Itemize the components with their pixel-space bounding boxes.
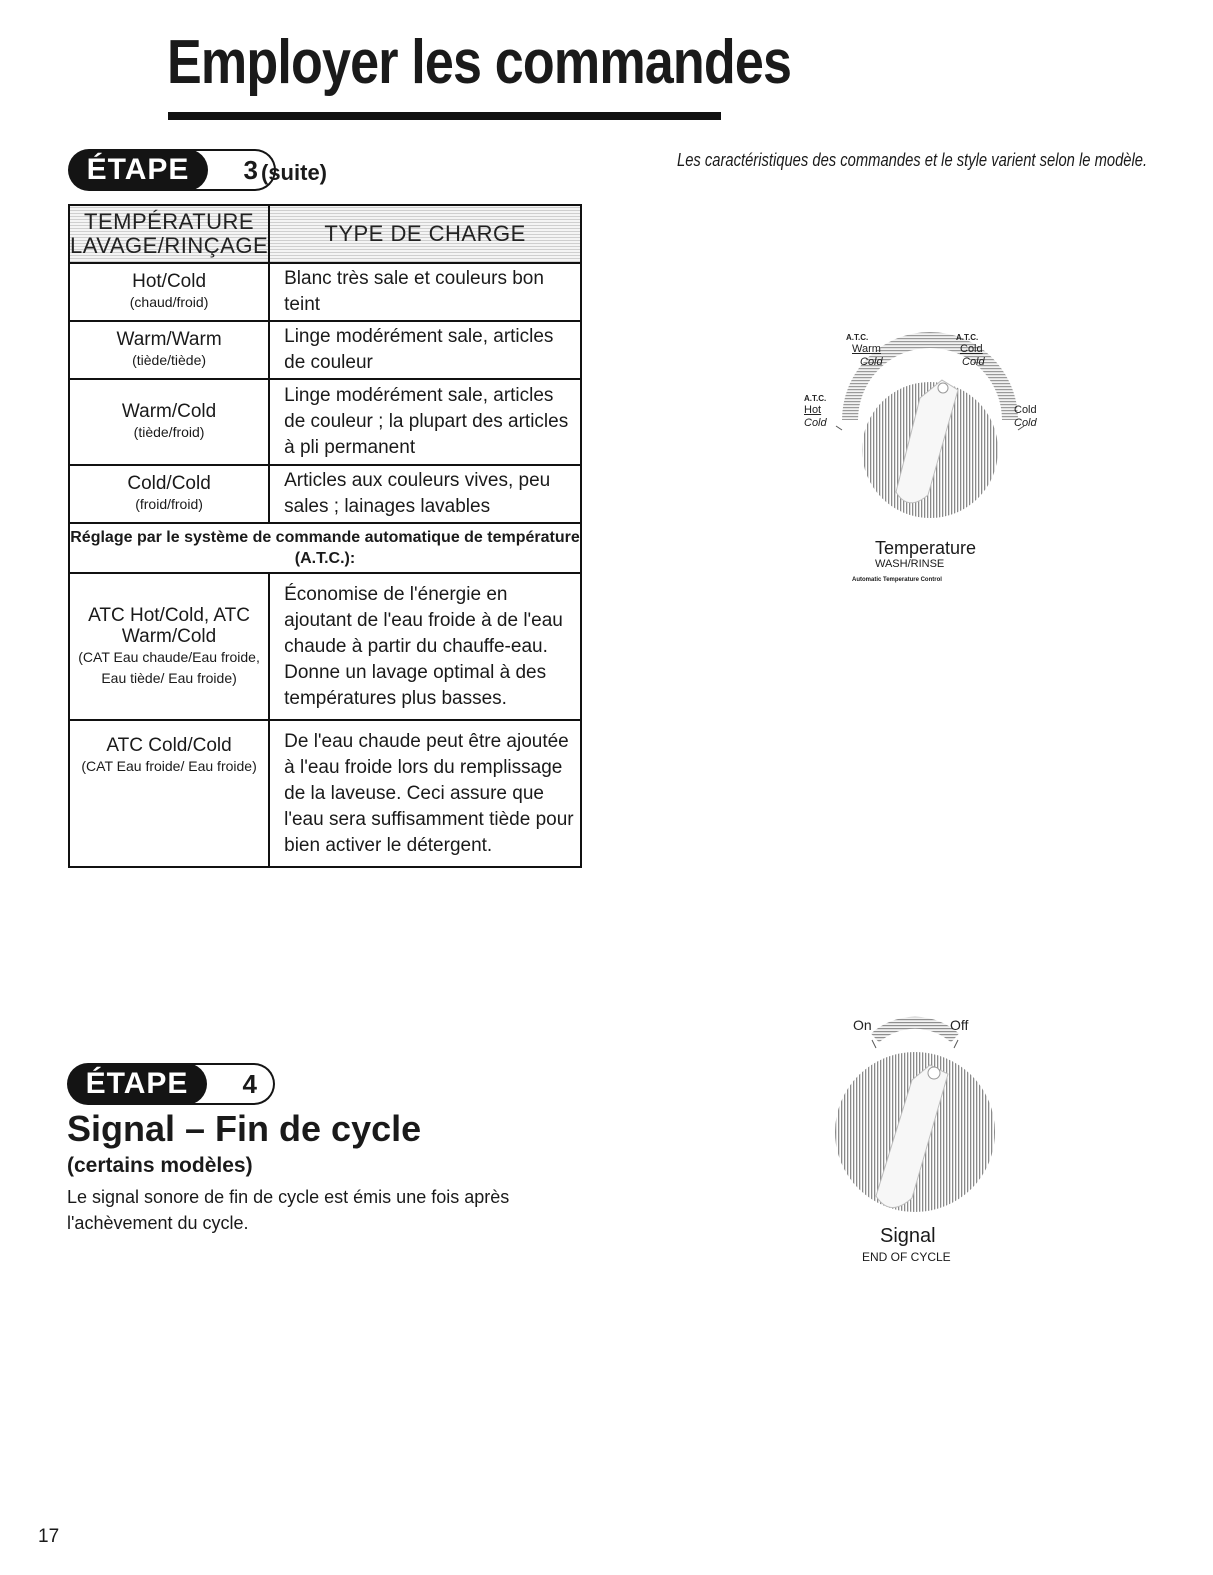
header-load-type: TYPE DE CHARGE bbox=[269, 205, 581, 263]
setting-label: Cold/Cold bbox=[127, 473, 211, 494]
temperature-dial-subcaption: WASH/RINSE bbox=[875, 558, 945, 570]
signal-knob-icon bbox=[820, 1010, 1010, 1225]
dial-label: Warm bbox=[852, 343, 881, 355]
model-note: Les caractéristiques des commandes et le style varient selon le modèle. bbox=[677, 150, 1148, 170]
setting-label-fr: (CAT Eau froide/ Eau froide) bbox=[81, 758, 257, 774]
table-row bbox=[69, 379, 581, 465]
step4-number: 4 bbox=[242, 1069, 257, 1099]
step3-label: ÉTAPE bbox=[68, 149, 208, 191]
dial-label: Cold bbox=[1014, 404, 1037, 416]
temperature-dial-atc-caption: Automatic Temperature Control bbox=[852, 577, 942, 583]
load-description: De l'eau chaude peut être ajoutée à l'eau froide lors du remplissage de la laveuse. Ceci assure que l'eau sera suffisamment tiède pour bien activer le détergent. bbox=[284, 730, 574, 856]
step4-badge bbox=[67, 1063, 267, 1105]
table-row bbox=[69, 720, 581, 867]
setting-label-fr: (tiède/froid) bbox=[133, 424, 205, 440]
signal-off-label: Off bbox=[950, 1017, 969, 1033]
step4-heading: Signal – Fin de cycle bbox=[67, 1108, 422, 1149]
step4-body: Le signal sonore de fin de cycle est émis une fois après l'achèvement du cycle. bbox=[67, 1187, 510, 1233]
dial-atc-tag: A.T.C. bbox=[956, 333, 979, 342]
table-row bbox=[69, 263, 581, 321]
load-description: Économise de l'énergie en ajoutant de l'eau froide à de l'eau chaude à partir du chauffe-eau. Donne un lavage optimal à des températures plus basses. bbox=[284, 583, 563, 709]
table-row bbox=[69, 573, 581, 720]
temperature-dial-caption: Temperature bbox=[875, 538, 977, 558]
dial-label: Cold bbox=[860, 356, 883, 368]
temperature-knob-icon bbox=[780, 320, 1080, 540]
table-row bbox=[69, 465, 581, 523]
setting-label-fr: (froid/froid) bbox=[135, 496, 203, 512]
dial-atc-tag: A.T.C. bbox=[804, 394, 827, 403]
setting-label: Hot/Cold bbox=[132, 271, 207, 292]
page-title: Employer les commandes bbox=[167, 28, 792, 97]
page-number: 17 bbox=[38, 1526, 60, 1547]
header-temperature: TEMPÉRATURE LAVAGE/RINÇAGE bbox=[69, 205, 269, 263]
load-description: Blanc très sale et couleurs bon teint bbox=[284, 268, 544, 315]
setting-label-fr: (chaud/froid) bbox=[129, 294, 209, 310]
setting-label-fr: (CAT Eau chaude/Eau froide, Eau tiède/ Eau froide) bbox=[78, 648, 260, 686]
step4-subheading: (certains modèles) bbox=[67, 1154, 253, 1177]
temperature-table bbox=[68, 204, 582, 868]
atc-header-row bbox=[69, 523, 581, 573]
atc-header: Réglage par le système de commande automatique de température (A.T.C.): bbox=[70, 529, 580, 567]
setting-label: ATC Hot/Cold, ATC Warm/Cold bbox=[88, 604, 250, 647]
setting-label: ATC Cold/Cold bbox=[106, 735, 232, 756]
load-description: Linge modérément sale, articles de couleur ; la plupart des articles à pli permanent bbox=[284, 385, 569, 458]
title-rule bbox=[168, 112, 721, 120]
setting-label: Warm/Warm bbox=[116, 329, 222, 350]
load-description: Linge modérément sale, articles de couleur bbox=[284, 326, 554, 373]
signal-dial-caption: Signal bbox=[880, 1225, 936, 1247]
dial-atc-tag: A.T.C. bbox=[846, 333, 869, 342]
signal-dial-figure bbox=[820, 1010, 1010, 1225]
step3-number: 3 bbox=[243, 155, 258, 185]
step3-suffix: (suite) bbox=[261, 160, 327, 185]
dial-label: Cold bbox=[804, 417, 827, 429]
signal-dial-subcaption: END OF CYCLE bbox=[862, 1250, 951, 1264]
dial-label: Cold bbox=[962, 356, 985, 368]
dial-label: Cold bbox=[1014, 417, 1037, 429]
dial-label: Cold bbox=[960, 343, 983, 355]
table-header-row bbox=[69, 205, 581, 263]
step3-badge bbox=[68, 149, 268, 191]
table-row bbox=[69, 321, 581, 379]
load-description: Articles aux couleurs vives, peu sales ; lainages lavables bbox=[284, 470, 551, 517]
dial-label: Hot bbox=[804, 404, 822, 416]
setting-label-fr: (tiède/tiède) bbox=[132, 352, 207, 368]
setting-label: Warm/Cold bbox=[121, 401, 217, 422]
signal-on-label: On bbox=[853, 1017, 872, 1033]
step4-label: ÉTAPE bbox=[67, 1063, 207, 1105]
